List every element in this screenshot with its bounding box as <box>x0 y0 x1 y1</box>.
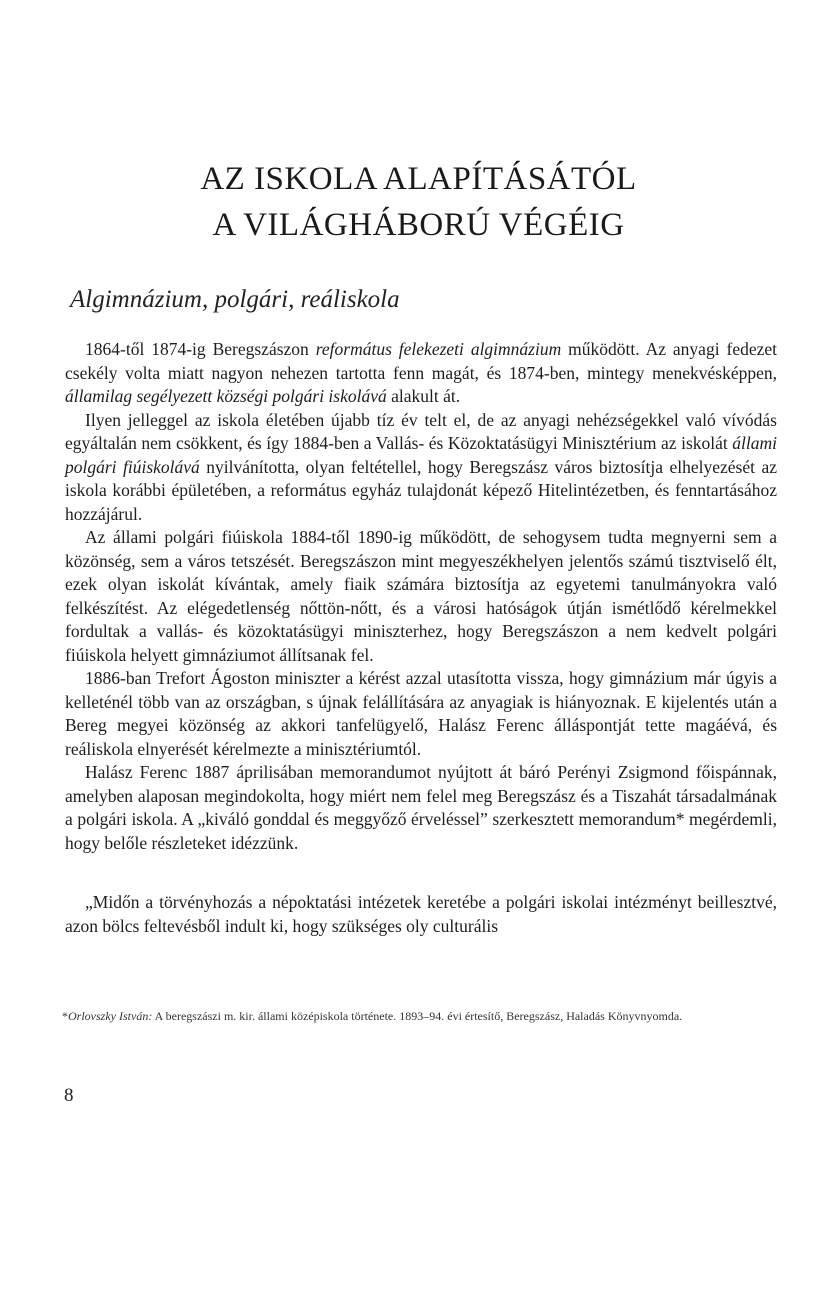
page-number: 8 <box>64 1085 74 1106</box>
paragraph-1-text-c: alakult át. <box>386 386 461 406</box>
chapter-title <box>0 156 837 248</box>
footnote-text: A beregszászi m. kir. állami középiskola története. 1893–94. évi értesítő, Beregszász, Haladás Könyvnyomda. <box>152 1009 683 1023</box>
footnote <box>62 1008 776 1025</box>
section-title: Algimnázium, polgári, reáliskola <box>70 286 400 313</box>
footnote-author: Orlovszky István: <box>68 1009 153 1023</box>
paragraph-1-text-a: 1864-től 1874-ig Beregszászon <box>85 339 316 359</box>
paragraph-2-emphasis: állami polgári fiúiskolává <box>65 433 777 477</box>
footnote-marker: * <box>62 1009 68 1023</box>
body-text <box>65 338 777 855</box>
paragraph-2-text-a: Ilyen jelleggel az iskola életében újabb tíz év telt el, de az anyagi nehézségekkel való vívódás egyáltalán nem csökkent, és így 1884-ben a Vallás- és Közoktatásügyi Minisztérium az iskolát <box>65 409 777 453</box>
paragraph-1-text-b: működött. Az anyagi fedezet csekély volta miatt nagyon nehezen tartotta fenn magát, és 1874-ben, mintegy menekvésképpen, <box>65 339 777 383</box>
chapter-title-line-1: AZ ISKOLA ALAPÍTÁSÁTÓL <box>200 161 637 197</box>
paragraph-1 <box>65 338 777 409</box>
paragraph-1-emphasis-2: államilag segélyezett községi polgári iskolává <box>65 386 387 406</box>
paragraph-3: Az állami polgári fiúiskola 1884-től 1890-ig működött, de sehogysem tudta megnyerni sem a közönség, sem a város tetszését. Beregszászon mint megyeszékhelyen jelentős számú tisztviselő élt, ezek olyan iskolát kívántak, amely fiaik számára biztosítja az egyetemi tanulmányokra való felkészítést. Az elégedetlenség nőttön-nőtt, és a városi hatóságok útján ismétlődő kérelmekkel fordultak a vallás- és közoktatásügyi miniszterhez, hogy Beregszászon a nem kedvelt polgári fiúiskola helyett gimnáziumot állítsanak fel. <box>65 527 777 665</box>
quoted-paragraph: „Midőn a törvényhozás a népoktatási intézetek keretébe a polgári iskolai intézményt beillesztvé, azon bölcs feltevésből indult ki, hogy szükséges oly culturális <box>65 892 777 936</box>
paragraph-5: Halász Ferenc 1887 áprilisában memorandumot nyújtott át báró Perényi Zsigmond főispánnak, amelyben alaposan megindokolta, hogy miért nem felel meg Beregszász és a Tiszahát társadalmának a polgári iskola. A „kiváló gonddal és meggyőző érveléssel” szerkesztett memorandum* megérdemli, hogy belőle részleteket idézzünk. <box>65 762 777 853</box>
paragraph-1-emphasis-1: református felekezeti algimnázium <box>315 339 562 359</box>
paragraph-2-text-b: nyilvánította, olyan feltétellel, hogy Beregszász város biztosítja elhelyezését az iskola korábbi épületében, a református egyház tulajdonát képező Hitelintézetben, és fenntartásához hozzájárul. <box>65 456 778 524</box>
paragraph-2 <box>65 409 777 527</box>
chapter-title-line-2: A VILÁGHÁBORÚ VÉGÉIG <box>212 207 625 243</box>
paragraph-4: 1886-ban Trefort Ágoston miniszter a kérést azzal utasította vissza, hogy gimnázium már úgyis a kelleténél több van az országban, s újnak felállítására az anyagiak is hiányoznak. E kijelentés után a Bereg megyei közönség az akkori tanfelügyelő, Halász Ferenc álláspontját tette magáévá, és reáliskola elnyerését kérelmezte a minisztériumtól. <box>65 668 777 759</box>
